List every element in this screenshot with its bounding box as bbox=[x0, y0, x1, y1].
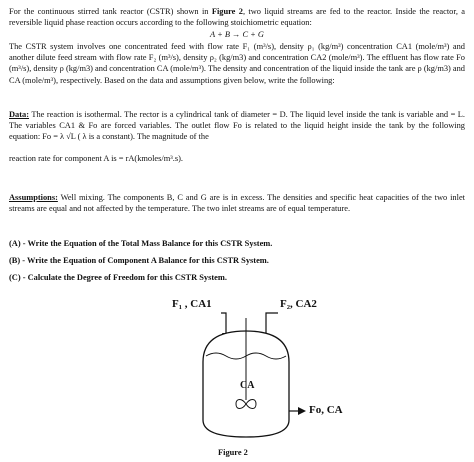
intro-text-1: For the continuous stirred tank reactor (CSTR) shown in bbox=[9, 7, 212, 16]
question-c: (C) - Calculate the Degree of Freedom for this CSTR System. bbox=[9, 273, 227, 282]
tank-concentration-label: CA bbox=[240, 380, 255, 391]
outlet-arrow bbox=[298, 407, 306, 415]
feed1-label: F₁ , CA1 bbox=[172, 298, 212, 310]
question-a: (A) - Write the Equation of the Total Mass Balance for this CSTR System. bbox=[9, 239, 273, 248]
outlet-label: Fo, CA bbox=[309, 404, 343, 416]
reaction-rate-line: reaction rate for component A is = rA(kmoles/m³.s). bbox=[9, 154, 183, 163]
feed2-label: F₂, CA2 bbox=[280, 298, 317, 310]
question-b: (B) - Write the Equation of Component A Balance for this CSTR System. bbox=[9, 256, 269, 265]
data-heading: Data: bbox=[9, 110, 30, 119]
assumptions-text: Well mixing. The components B, C and G are is in excess. The densities and specific heat capacities of the two inlet streams are equal and not affected by the temperature. The two inlet streams are of equal temperature. bbox=[9, 193, 465, 214]
figure-caption: Figure 2 bbox=[218, 448, 248, 457]
intro-text-2: , two liquid streams are fed to the reactor. Inside the reactor, a reversible liquid phase reaction occurs according to the following stoichiometric equation: bbox=[9, 7, 465, 28]
assumptions-heading: Assumptions: bbox=[9, 193, 58, 202]
system-paragraph: The CSTR system involves one concentrated feed with flow rate F₁ (m³/s), density ρ₁ (kg/m³) concentration CA1 (mole/m³) and another dilute feed stream with flow rate F₂ (m³/s), density ρ₂ (kg/m3) and concentration CA2 (mole/m³). The effluent has flow rate Fo (m³/s), density ρ (kg/m3) and concentration CA (mole/m³). The density and concentration of the liquid inside the tank are ρ (kg/m3) and CA (mole/m³), respectively. Based on the data and assumptions given below, write the following: bbox=[9, 42, 465, 85]
reaction-equation: A + B → C + G bbox=[210, 30, 264, 39]
figure-reference: Figure 2 bbox=[211, 7, 243, 16]
data-text: The reaction is isothermal. The rector is a cylindrical tank of diameter = D. The liquid level inside the tank is variable and = L. The variables CA1 & Fo are forced variables. The outlet flow Fo is related to the liquid height inside the tank by the following equation: Fo = λ √L ( λ is a constant). The magnitude of the bbox=[9, 110, 465, 142]
